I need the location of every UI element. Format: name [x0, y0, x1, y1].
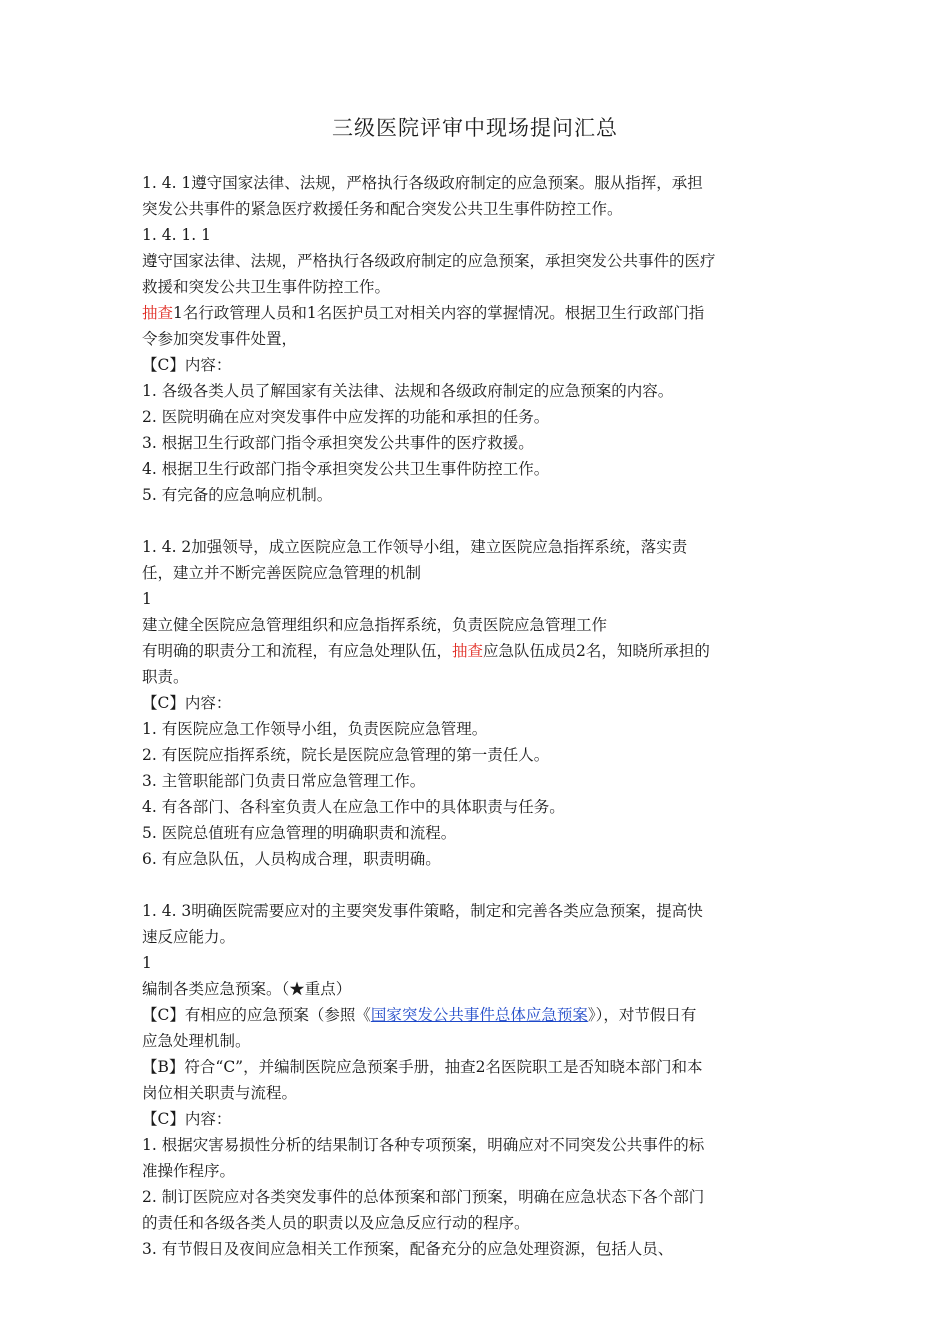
s2-item: 3. 主管职能部门负责日常应急管理工作。 [142, 772, 426, 790]
s2-duty-post: 应急队伍成员2名，知晓所承担的 [483, 642, 710, 660]
s1-heading-line1: 1. 4. 1遵守国家法律、法规，严格执行各级政府制定的应急预案。服从指挥，承担 [142, 174, 703, 192]
s2-duty-pre: 有明确的职责分工和流程，有应急处理队伍， [142, 642, 453, 660]
s1-item: 1. 各级各类人员了解国家有关法律、法规和各级政府制定的应急预案的内容。 [142, 382, 674, 400]
s1-c-label: 【C】内容： [142, 356, 232, 374]
s3-item: 3. 有节假日及夜间应急相关工作预案，配备充分的应急处理资源，包括人员、 [142, 1240, 674, 1258]
s1-item: 5. 有完备的应急响应机制。 [142, 486, 333, 504]
s2-c-label: 【C】内容： [142, 694, 232, 712]
s1-item: 4. 根据卫生行政部门指令承担突发公共卫生事件防控工作。 [142, 460, 550, 478]
s3-item: 2. 制订医院应对各类突发事件的总体预案和部门预案，明确在应急状态下各个部门 [142, 1188, 705, 1206]
s2-heading-line1: 1. 4. 2加强领导，成立医院应急工作领导小组，建立医院应急指挥系统，落实责 [142, 538, 688, 556]
s1-item: 3. 根据卫生行政部门指令承担突发公共事件的医疗救援。 [142, 434, 534, 452]
s1-check-highlight: 抽查 [142, 304, 174, 322]
s3-c-criteria-line2: 应急处理机制。 [142, 1032, 251, 1050]
s3-c-post: 》），对节假日有 [587, 1006, 697, 1024]
s3-c-pre: 【C】有相应的应急预案（参照《 [142, 1006, 371, 1024]
s1-check-line1 [142, 300, 812, 326]
s3-b-criteria-line2: 岗位相关职责与流程。 [142, 1084, 298, 1102]
s2-item: 1. 有医院应急工作领导小组，负责医院应急管理。 [142, 720, 488, 738]
s2-duty-highlight: 抽查 [452, 642, 484, 660]
s3-item: 准操作程序。 [142, 1162, 236, 1180]
s1-item: 2. 医院明确在应对突发事件中应发挥的功能和承担的任务。 [142, 408, 550, 426]
s2-duty-line1 [142, 638, 812, 664]
s3-heading-line1: 1. 4. 3明确医院需要应对的主要突发事件策略，制定和完善各类应急预案，提高快 [142, 902, 703, 920]
s1-clause-number: 1. 4. 1. 1 [142, 226, 212, 244]
s2-requirement-line1: 建立健全医院应急管理组织和应急指挥系统，负责医院应急管理工作 [142, 616, 608, 634]
s2-clause-number: 1 [142, 590, 152, 608]
section-spacer [142, 508, 812, 534]
s3-item: 的责任和各级各类人员的职责以及应急反应行动的程序。 [142, 1214, 530, 1232]
s3-c-label: 【C】内容： [142, 1110, 232, 1128]
s3-c-criteria-line1 [142, 1002, 812, 1028]
s1-heading-line2: 突发公共事件的紧急医疗救援任务和配合突发公共卫生事件防控工作。 [142, 200, 623, 218]
section-spacer [142, 872, 812, 898]
s2-item: 5. 医院总值班有应急管理的明确职责和流程。 [142, 824, 457, 842]
s3-requirement-line1: 编制各类应急预案。（★重点） [142, 980, 352, 998]
document-body [142, 170, 812, 1262]
s2-item: 4. 有各部门、各科室负责人在应急工作中的具体职责与任务。 [142, 798, 565, 816]
emergency-plan-link[interactable]: 国家突发公共事件总体应急预案 [370, 1006, 588, 1024]
s1-requirement-line1: 遵守国家法律、法规，严格执行各级政府制定的应急预案，承担突发公共事件的医疗 [142, 252, 716, 270]
s3-b-criteria-line1: 【B】符合“C”，并编制医院应急预案手册，抽查2名医院职工是否知晓本部门和本 [142, 1058, 703, 1076]
s3-clause-number: 1 [142, 954, 152, 972]
s1-check-line2: 令参加突发事件处置， [142, 330, 298, 348]
s1-requirement-line2: 救援和突发公共卫生事件防控工作。 [142, 278, 391, 296]
s3-heading-line2: 速反应能力。 [142, 928, 236, 946]
s3-item: 1. 根据灾害易损性分析的结果制订各种专项预案，明确应对不同突发公共事件的标 [142, 1136, 705, 1154]
s2-item: 6. 有应急队伍，人员构成合理，职责明确。 [142, 850, 441, 868]
s2-item: 2. 有医院应指挥系统，院长是医院应急管理的第一责任人。 [142, 746, 550, 764]
s1-check-text: 1名行政管理人员和1名医护员工对相关内容的掌握情况。根据卫生行政部门指 [173, 304, 705, 322]
s2-heading-line2: 任，建立并不断完善医院应急管理的机制 [142, 564, 422, 582]
s2-duty-line2: 职责。 [142, 668, 189, 686]
document-title: 三级医院评审中现场提问汇总 [332, 116, 618, 140]
